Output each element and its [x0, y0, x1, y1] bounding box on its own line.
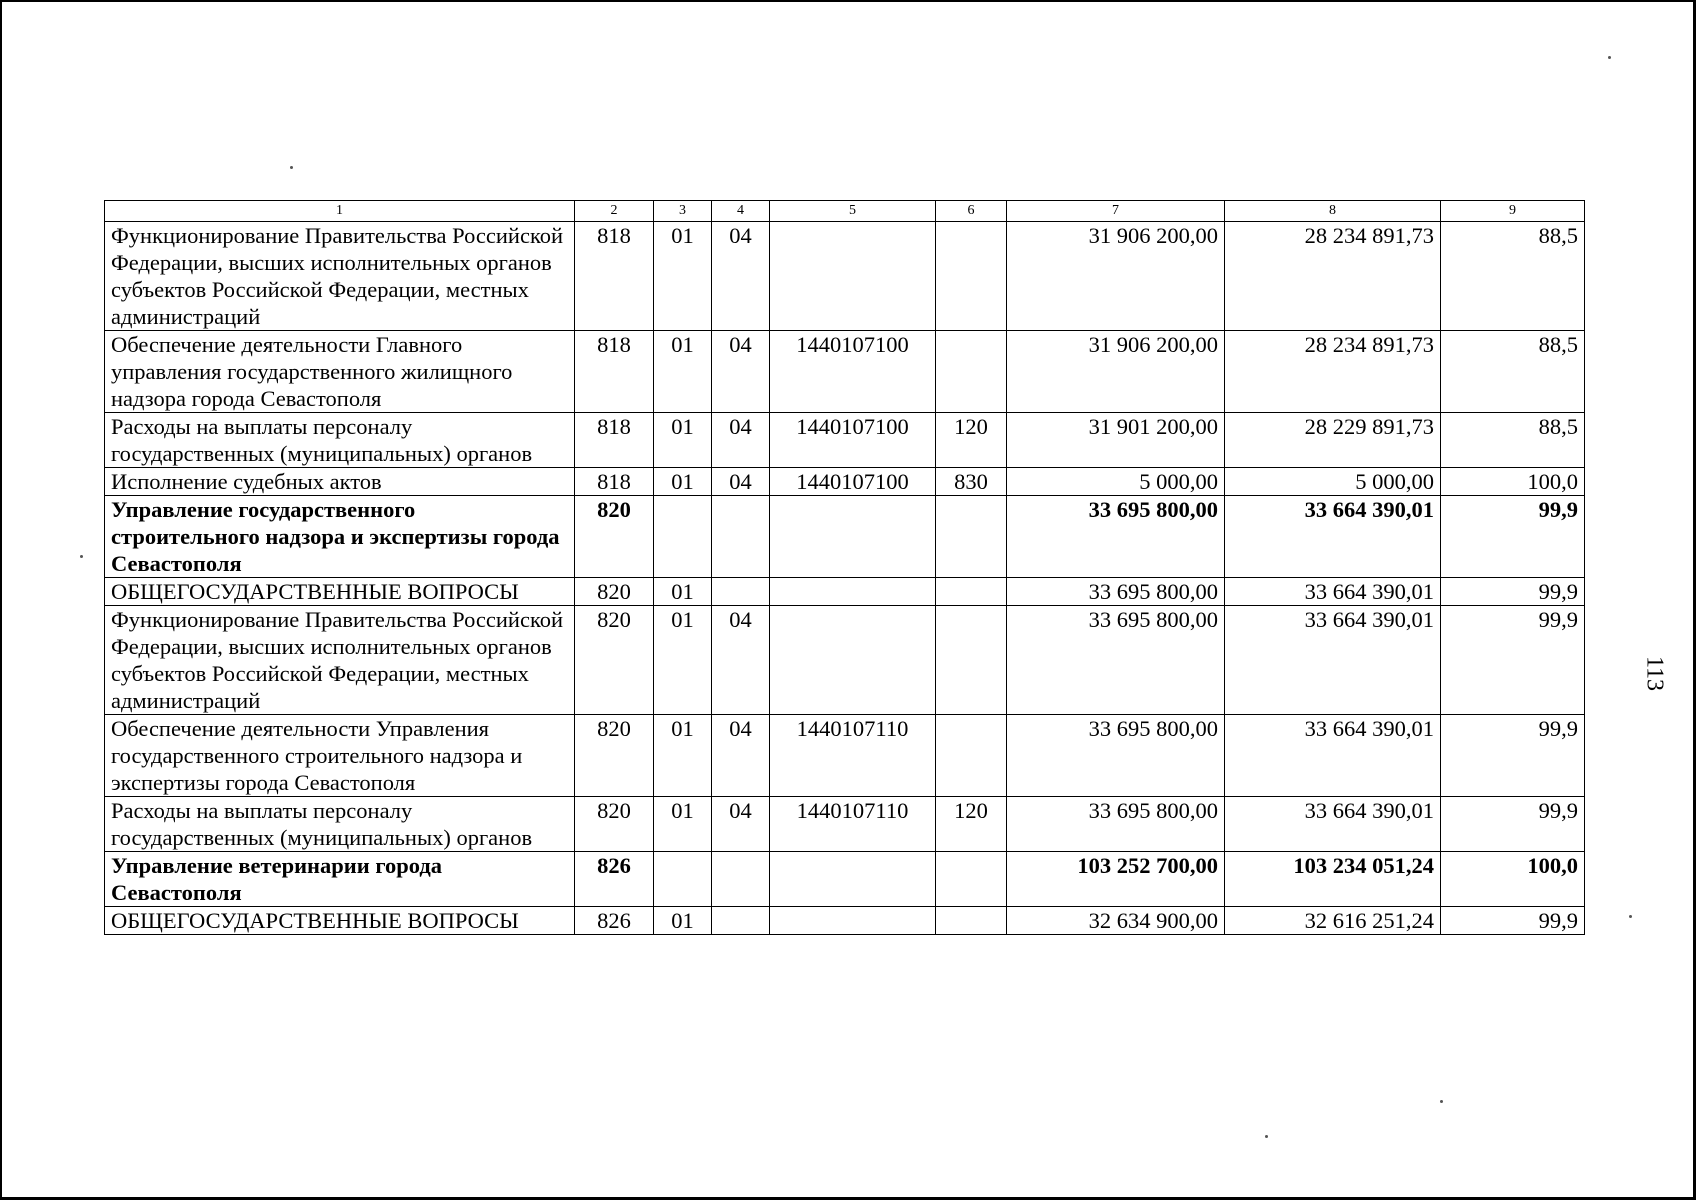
cell-subsection	[712, 578, 770, 606]
table-row	[105, 852, 1585, 907]
cell-executed: 33 664 390,01	[1225, 496, 1441, 578]
cell-plan: 33 695 800,00	[1007, 797, 1225, 852]
cell-percent: 88,5	[1441, 413, 1585, 468]
cell-plan: 33 695 800,00	[1007, 496, 1225, 578]
cell-section: 01	[654, 907, 712, 935]
header-cell-subsection: 4	[712, 201, 770, 222]
cell-section	[654, 852, 712, 907]
cell-expense-type	[936, 578, 1007, 606]
cell-executed: 33 664 390,01	[1225, 797, 1441, 852]
cell-subsection: 04	[712, 797, 770, 852]
cell-executed: 5 000,00	[1225, 468, 1441, 496]
cell-section: 01	[654, 331, 712, 413]
table-header-row	[105, 201, 1585, 222]
cell-expense-type	[936, 715, 1007, 797]
page-number: 113	[1641, 655, 1668, 692]
cell-section: 01	[654, 413, 712, 468]
cell-subsection: 04	[712, 468, 770, 496]
scan-speck	[80, 555, 83, 558]
cell-executed: 28 234 891,73	[1225, 222, 1441, 331]
cell-expense-type	[936, 852, 1007, 907]
scan-speck	[290, 166, 293, 169]
cell-expense-type: 120	[936, 413, 1007, 468]
cell-subsection	[712, 907, 770, 935]
cell-subsection: 04	[712, 222, 770, 331]
cell-subsection	[712, 496, 770, 578]
header-cell-executed: 8	[1225, 201, 1441, 222]
cell-expense-type	[936, 907, 1007, 935]
cell-name: ОБЩЕГОСУДАРСТВЕННЫЕ ВОПРОСЫ	[105, 907, 575, 935]
cell-percent: 88,5	[1441, 331, 1585, 413]
cell-name: Расходы на выплаты персоналу государственных (муниципальных) органов	[105, 413, 575, 468]
cell-plan: 33 695 800,00	[1007, 578, 1225, 606]
budget-table	[104, 200, 1585, 935]
header-cell-grbs: 2	[575, 201, 654, 222]
cell-name: Управление государственного строительного надзора и экспертизы города Севастополя	[105, 496, 575, 578]
cell-target-article	[770, 907, 936, 935]
cell-plan: 103 252 700,00	[1007, 852, 1225, 907]
cell-grbs: 818	[575, 413, 654, 468]
cell-expense-type	[936, 606, 1007, 715]
table-row	[105, 413, 1585, 468]
table-row	[105, 331, 1585, 413]
table-row	[105, 468, 1585, 496]
cell-percent: 99,9	[1441, 907, 1585, 935]
cell-grbs: 820	[575, 797, 654, 852]
header-cell-percent: 9	[1441, 201, 1585, 222]
cell-section: 01	[654, 222, 712, 331]
cell-percent: 100,0	[1441, 468, 1585, 496]
cell-plan: 33 695 800,00	[1007, 606, 1225, 715]
cell-grbs: 826	[575, 852, 654, 907]
cell-section: 01	[654, 715, 712, 797]
cell-target-article: 1440107110	[770, 797, 936, 852]
cell-target-article	[770, 578, 936, 606]
cell-executed: 28 229 891,73	[1225, 413, 1441, 468]
cell-executed: 28 234 891,73	[1225, 331, 1441, 413]
cell-plan: 31 901 200,00	[1007, 413, 1225, 468]
cell-target-article	[770, 606, 936, 715]
table-row	[105, 907, 1585, 935]
cell-expense-type	[936, 331, 1007, 413]
header-cell-section: 3	[654, 201, 712, 222]
cell-executed: 33 664 390,01	[1225, 715, 1441, 797]
cell-percent: 100,0	[1441, 852, 1585, 907]
cell-subsection: 04	[712, 715, 770, 797]
cell-section: 01	[654, 606, 712, 715]
cell-grbs: 818	[575, 222, 654, 331]
cell-target-article	[770, 496, 936, 578]
cell-section	[654, 496, 712, 578]
cell-percent: 99,9	[1441, 578, 1585, 606]
header-cell-plan: 7	[1007, 201, 1225, 222]
cell-target-article: 1440107100	[770, 468, 936, 496]
table-row	[105, 606, 1585, 715]
cell-executed: 103 234 051,24	[1225, 852, 1441, 907]
table-row	[105, 496, 1585, 578]
scan-speck	[1440, 1100, 1443, 1103]
table-row	[105, 715, 1585, 797]
cell-executed: 33 664 390,01	[1225, 606, 1441, 715]
cell-expense-type: 830	[936, 468, 1007, 496]
cell-section: 01	[654, 578, 712, 606]
scan-speck	[1265, 1135, 1268, 1138]
cell-percent: 99,9	[1441, 797, 1585, 852]
cell-executed: 32 616 251,24	[1225, 907, 1441, 935]
cell-name: ОБЩЕГОСУДАРСТВЕННЫЕ ВОПРОСЫ	[105, 578, 575, 606]
cell-plan: 31 906 200,00	[1007, 222, 1225, 331]
cell-grbs: 826	[575, 907, 654, 935]
cell-target-article	[770, 222, 936, 331]
cell-grbs: 820	[575, 496, 654, 578]
cell-percent: 99,9	[1441, 715, 1585, 797]
cell-plan: 5 000,00	[1007, 468, 1225, 496]
cell-grbs: 818	[575, 331, 654, 413]
scan-speck	[1608, 56, 1611, 59]
cell-name: Расходы на выплаты персоналу государственных (муниципальных) органов	[105, 797, 575, 852]
cell-subsection: 04	[712, 413, 770, 468]
cell-grbs: 820	[575, 606, 654, 715]
cell-section: 01	[654, 797, 712, 852]
cell-target-article: 1440107100	[770, 331, 936, 413]
cell-expense-type	[936, 222, 1007, 331]
cell-name: Исполнение судебных актов	[105, 468, 575, 496]
cell-grbs: 818	[575, 468, 654, 496]
table-row	[105, 797, 1585, 852]
cell-name: Функционирование Правительства Российской Федерации, высших исполнительных органов субъектов Российской Федерации, местных администраций	[105, 222, 575, 331]
cell-percent: 88,5	[1441, 222, 1585, 331]
header-cell-expense-type: 6	[936, 201, 1007, 222]
cell-percent: 99,9	[1441, 496, 1585, 578]
cell-plan: 31 906 200,00	[1007, 331, 1225, 413]
header-cell-target-article: 5	[770, 201, 936, 222]
cell-percent: 99,9	[1441, 606, 1585, 715]
cell-subsection: 04	[712, 606, 770, 715]
table-row	[105, 222, 1585, 331]
cell-grbs: 820	[575, 578, 654, 606]
cell-plan: 32 634 900,00	[1007, 907, 1225, 935]
cell-plan: 33 695 800,00	[1007, 715, 1225, 797]
header-cell-name: 1	[105, 201, 575, 222]
cell-name: Функционирование Правительства Российской Федерации, высших исполнительных органов субъектов Российской Федерации, местных администраций	[105, 606, 575, 715]
cell-subsection	[712, 852, 770, 907]
cell-executed: 33 664 390,01	[1225, 578, 1441, 606]
cell-name: Обеспечение деятельности Управления государственного строительного надзора и экспертизы города Севастополя	[105, 715, 575, 797]
cell-name: Управление ветеринарии города Севастополя	[105, 852, 575, 907]
cell-name: Обеспечение деятельности Главного управления государственного жилищного надзора города Севастополя	[105, 331, 575, 413]
cell-target-article	[770, 852, 936, 907]
scan-speck	[1629, 915, 1632, 918]
cell-target-article: 1440107100	[770, 413, 936, 468]
table-row	[105, 578, 1585, 606]
cell-subsection: 04	[712, 331, 770, 413]
cell-section: 01	[654, 468, 712, 496]
cell-expense-type: 120	[936, 797, 1007, 852]
cell-grbs: 820	[575, 715, 654, 797]
cell-expense-type	[936, 496, 1007, 578]
cell-target-article: 1440107110	[770, 715, 936, 797]
